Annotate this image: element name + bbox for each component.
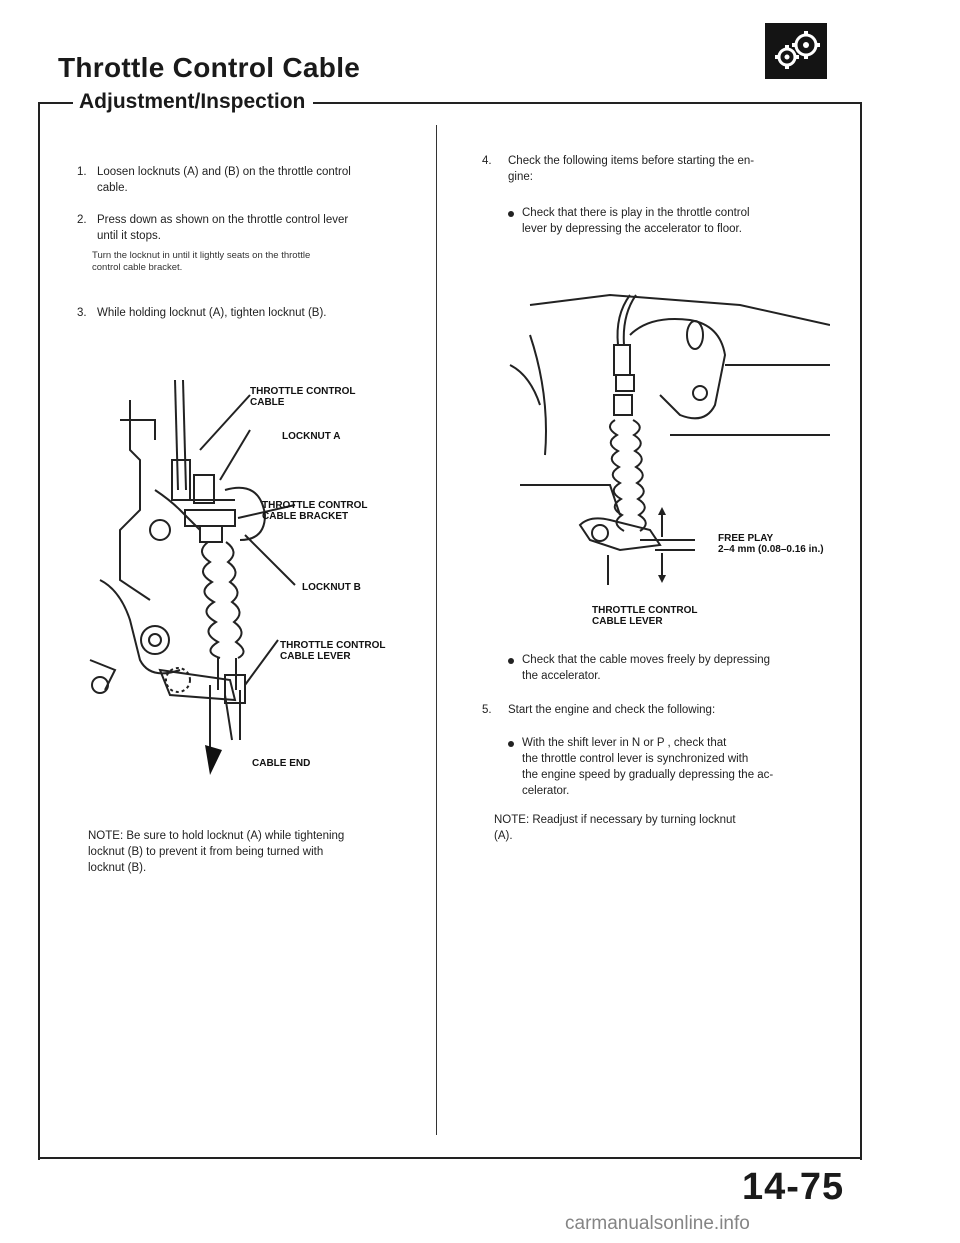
label-line: THROTTLE CONTROL <box>262 500 368 511</box>
bullet-text-line: the engine speed by gradually depressing the ac- <box>522 769 774 781</box>
column-divider <box>436 125 437 1135</box>
bullet-text-line: celerator. <box>522 785 570 797</box>
bullet-text-line: lever by depressing the accelerator to floor. <box>522 223 742 235</box>
label-cable-bracket <box>262 500 368 522</box>
step-4 <box>482 153 842 185</box>
section-subtitle: Adjustment/Inspection <box>73 90 313 114</box>
step-number: 4. <box>482 155 492 167</box>
engine-section-icon <box>765 23 827 79</box>
step-text-line: gine: <box>508 171 533 183</box>
step-text-line: Press down as shown on the throttle control lever <box>97 214 349 226</box>
bullet-dot <box>508 658 514 664</box>
bullet-text-line: Check that the cable moves freely by depressing <box>522 654 771 666</box>
label-line: CABLE LEVER <box>280 651 351 662</box>
step-2-sub-note <box>92 250 432 274</box>
step-3 <box>77 305 427 321</box>
label-line: THROTTLE CONTROL <box>250 386 356 397</box>
label-line: 2–4 mm (0.08–0.16 in.) <box>718 544 824 555</box>
step-number: 2. <box>77 214 87 226</box>
step-1 <box>77 164 427 196</box>
label-cable-end: CABLE END <box>252 758 311 769</box>
bullet-text-line: the accelerator. <box>522 670 601 682</box>
sub-note-line: control cable bracket. <box>92 262 183 273</box>
step-text-line: Check the following items before starting the en- <box>508 155 755 167</box>
page-title: Throttle Control Cable <box>58 52 361 83</box>
bullet-shift-lever <box>522 735 842 799</box>
note-line: locknut (B). <box>88 862 147 874</box>
label-line: THROTTLE CONTROL <box>280 640 386 651</box>
note-line: (A). <box>494 830 513 842</box>
label-line: FREE PLAY <box>718 533 774 544</box>
label-free-play <box>718 533 824 555</box>
bullet-play-check <box>522 205 842 237</box>
label-cable-lever <box>280 640 386 662</box>
locknut-adjustment-illustration <box>60 340 430 790</box>
bullet-dot <box>508 211 514 217</box>
right-note <box>494 812 844 844</box>
label-locknut-b: LOCKNUT B <box>302 582 361 593</box>
page-number: 14-75 <box>742 1166 845 1208</box>
label-locknut-a: LOCKNUT A <box>282 431 341 442</box>
note-line: NOTE: Readjust if necessary by turning locknut <box>494 814 736 826</box>
note-line: NOTE: Be sure to hold locknut (A) while tightening <box>88 830 345 842</box>
step-text-line: Start the engine and check the following: <box>508 704 716 716</box>
bullet-text-line: With the shift lever in N or P , check that <box>522 737 727 749</box>
step-5 <box>482 702 842 718</box>
step-text-line: Loosen locknuts (A) and (B) on the throttle control <box>97 166 351 178</box>
label-line: CABLE <box>250 397 285 408</box>
watermark: carmanualsonline.info <box>565 1213 750 1234</box>
label-throttle-control-cable <box>250 386 356 408</box>
label-line: CABLE LEVER <box>592 616 663 627</box>
bullet-text-line: the throttle control lever is synchronized with <box>522 753 749 765</box>
label-line: CABLE BRACKET <box>262 511 349 522</box>
step-number: 3. <box>77 307 87 319</box>
step-text-line: cable. <box>97 182 128 194</box>
label-line: THROTTLE CONTROL <box>592 605 698 616</box>
note-line: locknut (B) to prevent it from being turned with <box>88 846 324 858</box>
step-number: 5. <box>482 704 492 716</box>
step-text-line: While holding locknut (A), tighten locknut (B). <box>97 307 327 319</box>
step-text-line: until it stops. <box>97 230 161 242</box>
bullet-dot <box>508 741 514 747</box>
bullet-cable-freely <box>522 652 842 684</box>
label-cable-lever-right <box>592 605 698 627</box>
sub-note-line: Turn the locknut in until it lightly seats on the throttle <box>92 250 311 261</box>
bullet-text-line: Check that there is play in the throttle control <box>522 207 750 219</box>
frame-bottom-rule <box>38 1157 862 1159</box>
step-2 <box>77 212 427 244</box>
left-note <box>88 828 433 876</box>
step-number: 1. <box>77 166 87 178</box>
